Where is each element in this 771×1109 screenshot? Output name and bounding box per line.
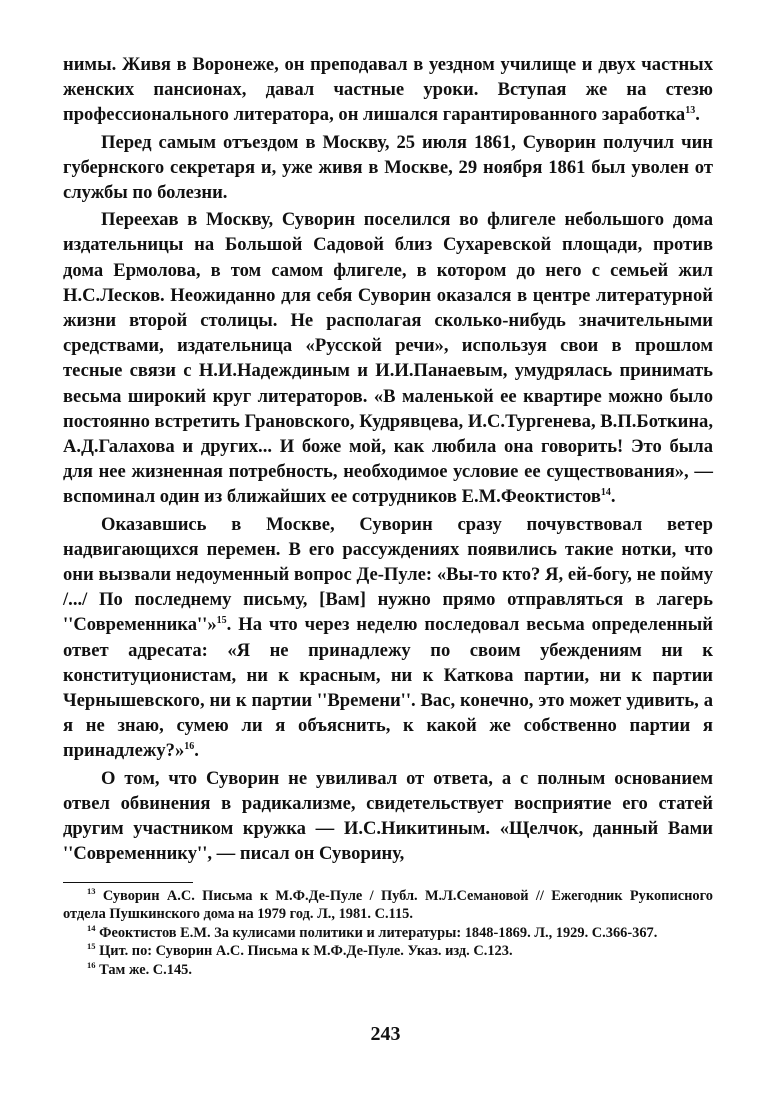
footnote-number: 16 (87, 959, 96, 970)
paragraph (63, 52, 713, 128)
footnote-number: 15 (87, 941, 96, 952)
paragraph-text: Переехав в Москву, Суворин поселился во флигеле небольшого дома издательницы на Большой Садовой близ Сухаревской площади, против дома Ермолова, в том самом флигеле, в котором до него с семьей жил Н.С.Лесков. Неожиданно для себя Суворин оказался в центре литературной жизни второй столицы. Не располагая сколько-нибудь значительными средствами, издательница «Русской речи», используя свои в прошлом тесные связи с Н.И.Надеждиным и И.И.Панаевым, умудрялась принимать весьма широкий круг литераторов. «В маленькой ее квартире можно было постоянно встретить Грановского, Кудрявцева, И.С.Тургенева, В.П.Боткина, А.Д.Галахова и других... И боже мой, как любила она говорить! Это была для нее жизненная потребность, необходимое условие ее существования», — вспоминал один из ближайших ее сотрудников Е.М.Феоктистов (63, 209, 713, 508)
footnote-text: Суворин А.С. Письма к М.Ф.Де-Пуле / Публ. М.Л.Семановой // Ежегодник Рукописного отдела Пушкинского дома на 1979 год. Л., 1981. С.115. (63, 888, 713, 923)
footnote-marker: 13 (685, 105, 696, 117)
paragraph-text: . На что через неделю последовал весьма определенный ответ адресата: «Я не принадлежу по своим убеждениям ни к конституционистам, ни к красным, ни к Каткова партии, ни к партии Чернышевского, ни к партии ''Времени''. Вас, конечно, это может удивить, а я не знаю, сумею ли я объяснить, к какой же собственно партии я принадлежу?» (63, 614, 713, 762)
paragraph (63, 207, 713, 509)
footnote-text: Феоктистов Е.М. За кулисами политики и литературы: 1848-1869. Л., 1929. С.366-367. (99, 924, 658, 941)
paragraph (63, 766, 713, 867)
paragraph-text: нимы. Живя в Воронеже, он преподавал в уездном училище и двух частных женских пансионах, давал частные уроки. Вступая же на стезю профессионального литератора, он лишался гарантированного заработка (63, 54, 713, 126)
footnote-text: Там же. С.145. (99, 961, 192, 978)
footnote (63, 942, 713, 960)
paragraph-text: . (695, 104, 700, 126)
footnote (63, 961, 713, 979)
paragraph-text: Оказавшись в Москве, Суворин сразу почувствовал ветер надвигающихся перемен. В его рассуждениях появились такие нотки, что они вызвали недоуменный вопрос Де-Пуле: «Вы-то кто? Я, ей-богу, не пойму /.../ По последнему письму, [Вам] нужно прямо отправляться в лагерь ''Современника''» (63, 513, 713, 636)
footnotes (63, 887, 713, 979)
footnote-number: 14 (87, 923, 96, 934)
paragraph-text: . (194, 740, 199, 762)
footnote (63, 887, 713, 924)
paragraph-text: Перед самым отъездом в Москву, 25 июля 1861, Суворин получил чин губернского секретаря и, уже живя в Москве, 29 ноября 1861 был уволен от службы по болезни. (63, 131, 713, 204)
paragraph (63, 130, 713, 206)
footnote-separator (63, 882, 193, 883)
footnote-number: 13 (87, 886, 96, 897)
paragraph (63, 512, 713, 764)
footnote-marker: 15 (216, 615, 227, 627)
paragraph-text: О том, что Суворин не увиливал от ответа, а с полным основанием отвел обвинения в радикализме, свидетельствует восприятие его статей другим участником кружка — И.С.Никитиным. «Щелчок, данный Вами ''Современнику'', — писал он Суворину, (63, 767, 713, 865)
footnote-marker: 14 (600, 487, 611, 499)
footnote-text: Цит. по: Суворин А.С. Письма к М.Ф.Де-Пуле. Указ. изд. С.123. (99, 943, 513, 960)
main-text (63, 52, 713, 867)
page-number: 243 (370, 1023, 401, 1045)
footnote (63, 924, 713, 942)
paragraph-text: . (610, 486, 616, 508)
footnote-marker: 16 (184, 741, 195, 753)
